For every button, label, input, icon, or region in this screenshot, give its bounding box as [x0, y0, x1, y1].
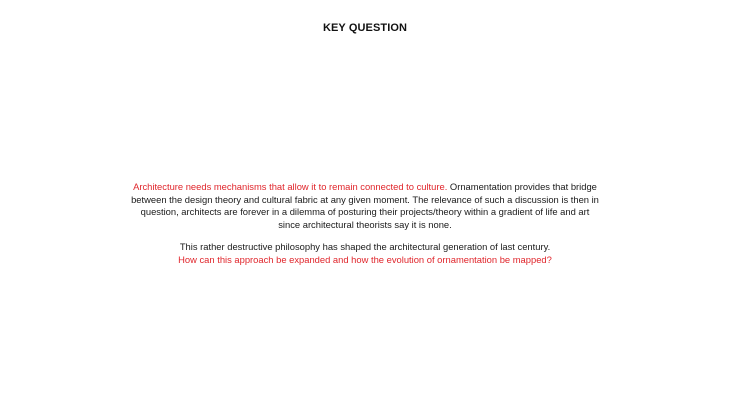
paragraph-1-text: Ornamentation provides that bridge between the design theory and cultural fabric at any given moment. The relevance of such a discussion is then in question, architects are forever in a dilemma of posturing their projects/theory within a gradient of life and art since architectural theorists say it is none. [131, 181, 599, 230]
slide-body [130, 181, 600, 267]
paragraph-1-highlight: Architecture needs mechanisms that allow it to remain connected to culture. [133, 181, 448, 192]
paragraph-2 [130, 241, 600, 266]
paragraph-2-text: This rather destructive philosophy has shaped the architectural generation of last century. [179, 241, 551, 253]
paragraph-1 [130, 181, 600, 231]
slide-title: KEY QUESTION [322, 22, 408, 34]
paragraph-2-question: How can this approach be expanded and how the evolution of ornamentation be mapped? [178, 253, 552, 265]
